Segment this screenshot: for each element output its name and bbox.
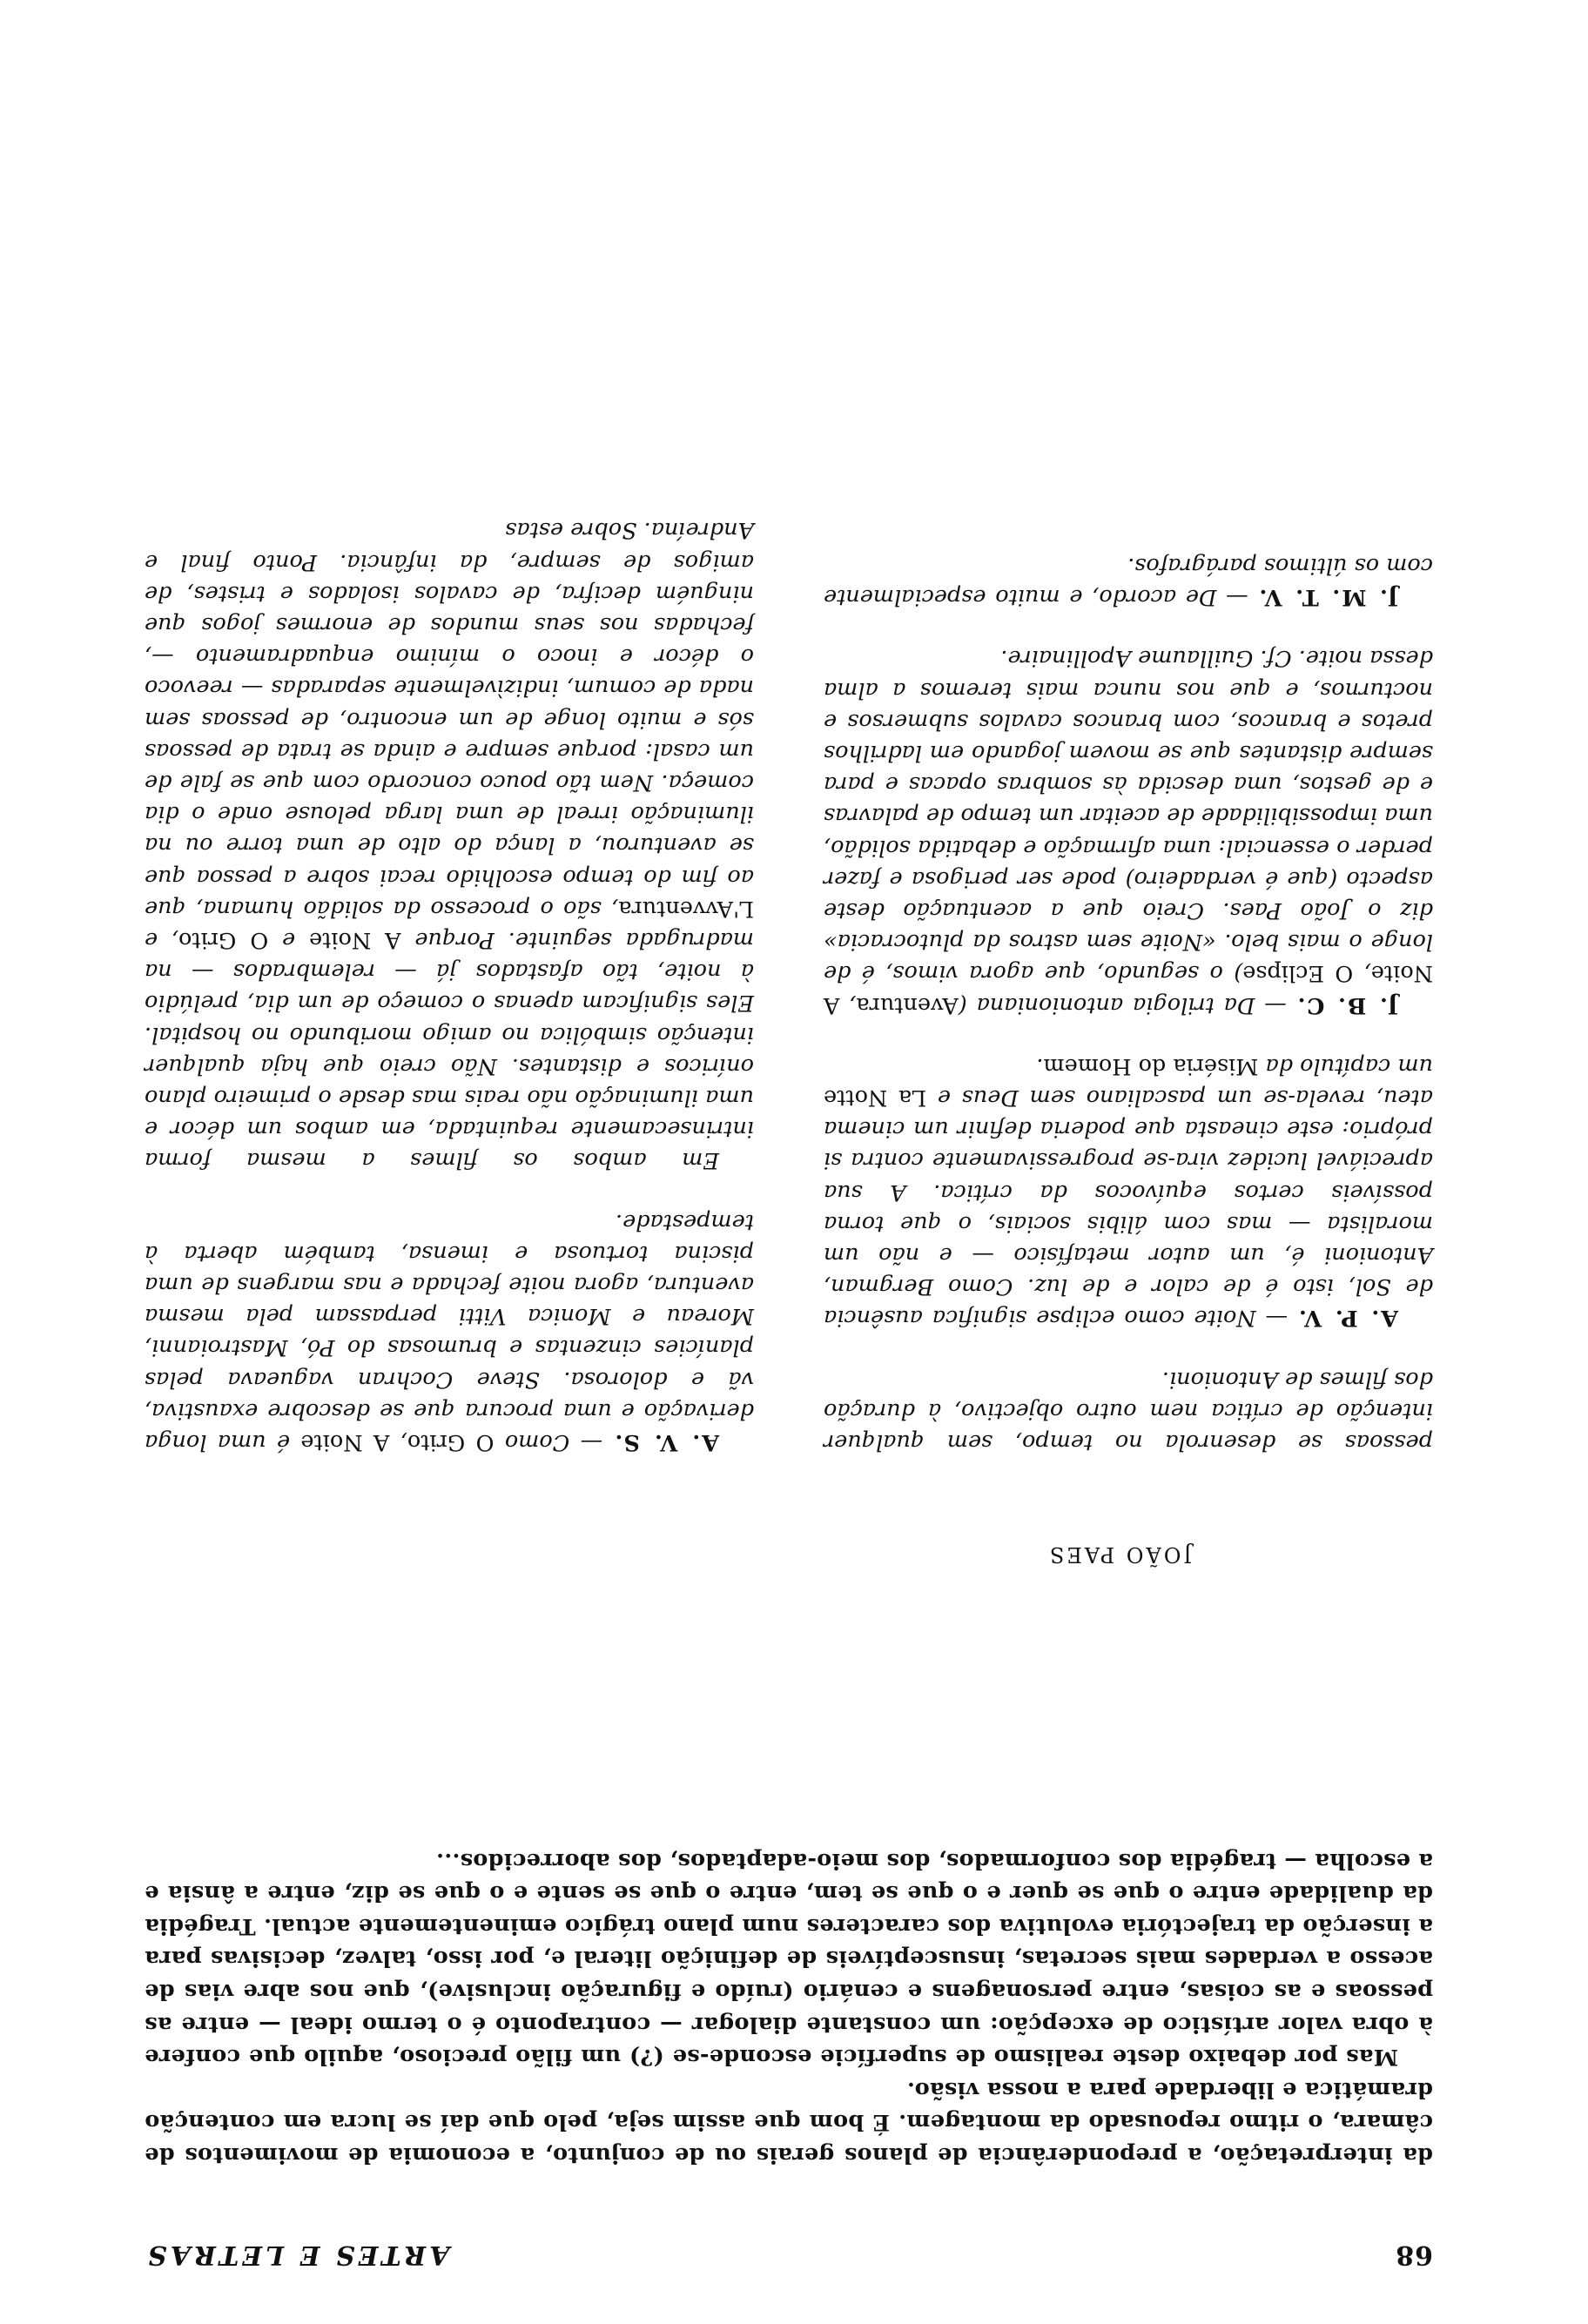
- comment-initials: A. V. S.: [613, 1429, 719, 1455]
- intro-text: [145, 1844, 1433, 2171]
- film-title: Aventura: [856, 991, 959, 1018]
- journal-title: ARTES E LETRAS: [145, 2240, 450, 2270]
- film-title: A Noite: [309, 926, 401, 953]
- left-paragraph-2: A. P. V. — Noite como eclipse significa ausência de Sol, isto é de calor e de luz. Como Bergman, Antonioni é, um autor metafísico — e não um moralista — mas com álibis sociais, o que torna possíveis certos equívocos da crítica. A sua apreciável lucidez vira-se progressivamente contra si próprio: este cineasta que poderia definir um cinema ateu, revela-se um pascaliano sem Deus e La Notte um capítulo da Miséria do Homem.: [824, 1052, 1433, 1332]
- film-title: La Notte: [824, 1084, 927, 1111]
- film-title: O Grito: [178, 926, 269, 953]
- left-paragraph-1: pessoas se desenrola no tempo, sem qualquer intenção de crítica nem outro objectivo, à duração dos filmes de Antonioni.: [824, 1366, 1433, 1455]
- film-title: A Noite: [300, 1429, 390, 1455]
- left-column: [824, 521, 1433, 1458]
- author-signature: JOÃO PAES: [1046, 1542, 1193, 1567]
- film-title: O Eclipse: [1242, 960, 1354, 987]
- left-paragraph-3: J. B. C. — Da trilogia antonioniana (Aventura, A Noite, O Eclipse) o segundo, que agora vimos, é de longe o mais belo. «Noite sem astros da plutocracia» diz o João Paes. Creio que a acentuação deste aspecto (que é verdadeiro) pode ser perigosa e fazer perder o essencial: uma afirmação e debatida solidão, uma impossibilidade de aceitar um tempo de palavras e de gestos, uma descida às sombras opacas e para sempre distantes que se movem jogando em ladrilhos pretos e brancos, com brancos cavalos submersos e nocturnos, e que nos nunca mais teremos a alma dessa noite. Cf. Guillaume Apollinaire.: [824, 645, 1433, 1018]
- film-title: L'Avventura: [618, 895, 754, 922]
- film-title: O Grito: [407, 1429, 495, 1455]
- left-paragraph-4: J. M. T. V. — De acordo, e muito especialmente com os últimos parágrafos.: [824, 552, 1433, 611]
- page-number: 68: [1395, 2240, 1433, 2270]
- intro-paragraph-2: Mas por debaixo deste realismo de superfície esconde-se (?) um filão precioso, aquilo que confere à obra valor artístico de excepção: um constante dialogar — contraponto é o termo ideal — entre as pessoas e as coisas, entre personagens e cenário (ruído e figuração inclusive), que nos abre vias de acesso a verdades mais secretas, insusceptíveis de definição literal e, por isso, talvez, decisivas para a inserção da trajectória evolutiva dos caracteres num plano trágico eminentemente actual. Tragédia da dualidade entre o que se quer e o que se tem, entre o que se sente e o que se diz, entre a ânsia e a escolha — tragédia dos conformados, dos meio-adaptados, dos aborrecidos...: [145, 1847, 1433, 2071]
- comment-initials: J. B. C.: [1295, 991, 1398, 1018]
- book-title: Miséria do Homem: [1043, 1052, 1259, 1079]
- running-head: [145, 2232, 1433, 2270]
- right-paragraph-2: Em ambos os filmes a mesma forma intrinsecamente requintada, em ambos um décor e uma iluminação não reais mas desde o primeiro plano oníricos e distantes. Não creio que haja qualquer intenção simbólica no amigo moribundo no hospital. Eles significam apenas o começo de um dia, prelúdio à noite, tão afastados já — relembrados — na madrugada seguinte. Porque A Noite e O Grito, e L'Avventura, são o processo da solidão humana, que ao fim do tempo escolhido recai sobre a pessoa que se aventurou, a lança do alto de uma torre ou na iluminação irreal de uma larga pelouse onde o dia começa. Nem tão pouco concordo com que se fale de um casal: porque sempre e ainda se trata de pessoas sós e muito longe de um encontro, de pessoas sem nada de comum, indizìvelmente separadas — reevoco o décor e inoco o mínimo enquadramento —, fechadas nos seus mundos de enormes jogos que ninguém decifra, de cavalos isolados e tristes, de amigos de sempre, da infância. Ponto final e Andreína. Sobre estas: [144, 517, 754, 1174]
- right-paragraph-1: A. V. S. — Como O Grito, A Noite é uma longa derivação e uma procura que se descobre exaustiva, vã e dolorosa. Steve Cochran vagueava pelas planícies cinzentas e brumosas do Pó, Mastroianni, Moreau e Monica Vitti perpassam pela mesma aventura, agora noite fechada e nas margens de uma piscina tortuosa e imensa, também aberta à tempestade.: [144, 1208, 754, 1455]
- intro-paragraph-1: da interpretação, a preponderância de planos gerais ou de conjunto, a economia de movimentos de câmara, o ritmo repousado da montagem. É bom que assim seja, pelo que daí se lucra em contenção dramática e liberdade para a nossa visão.: [145, 2076, 1433, 2168]
- comment-initials: J. M. T. V.: [1257, 584, 1398, 611]
- film-title: A Noite: [824, 960, 1433, 1018]
- right-column: [145, 485, 754, 1458]
- comment-initials: A. P. V.: [1296, 1305, 1398, 1332]
